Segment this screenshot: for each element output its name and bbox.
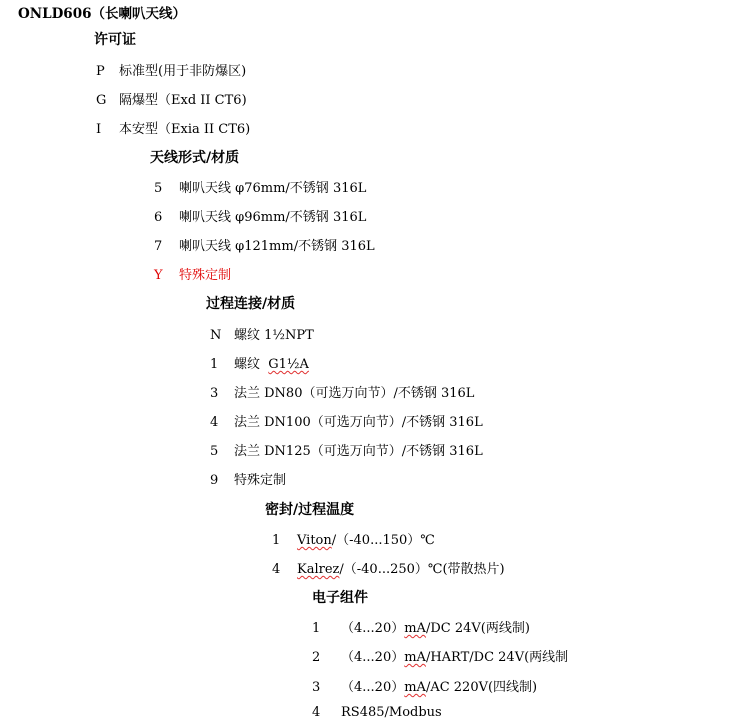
section-heading-seal-temperature: 密封/过程温度 (265, 502, 355, 518)
option-desc: RS485/Modbus (341, 705, 442, 720)
list-item (210, 382, 474, 401)
option-code: 5 (210, 444, 219, 459)
option-desc-marked: G1½A (268, 357, 309, 372)
option-desc-marked: Kalrez (297, 562, 340, 577)
option-code: 6 (154, 210, 163, 225)
option-code: 5 (154, 181, 163, 196)
option-desc-prefix: 螺纹 (234, 357, 269, 372)
option-desc-marked: mA (404, 680, 426, 695)
option-desc-prefix: （4...20） (341, 621, 405, 636)
option-desc (341, 617, 530, 636)
option-desc (234, 353, 309, 372)
list-item (210, 411, 483, 430)
section-heading-antenna: 天线形式/材质 (150, 150, 240, 166)
option-code: P (96, 64, 105, 79)
section-heading-electronics: 电子组件 (312, 590, 368, 606)
option-code: Y (154, 268, 163, 283)
list-item-special (154, 264, 231, 283)
option-code: G (96, 93, 107, 108)
option-code: 2 (312, 650, 321, 665)
list-item (272, 558, 505, 577)
option-desc: 本安型（Exia II CT6) (119, 122, 251, 137)
option-code: I (96, 122, 102, 137)
option-desc (341, 676, 537, 695)
list-item (154, 206, 366, 225)
option-desc (341, 646, 568, 665)
list-item (312, 646, 568, 665)
option-code: 4 (312, 705, 321, 720)
option-desc-marked: Viton (297, 533, 332, 548)
option-desc: 喇叭天线 φ96mm/不锈钢 316L (179, 210, 367, 225)
option-desc (297, 529, 435, 548)
option-code: 1 (312, 621, 321, 636)
option-desc: 特殊定制 (234, 473, 287, 488)
option-desc: 标准型(用于非防爆区) (119, 64, 247, 79)
option-desc: 喇叭天线 φ76mm/不锈钢 316L (179, 181, 367, 196)
option-desc-suffix: /AC 220V(四线制) (425, 680, 538, 695)
option-desc-marked: mA (404, 621, 426, 636)
option-desc: 法兰 DN125（可选万向节）/不锈钢 316L (234, 444, 483, 459)
list-item (210, 469, 286, 488)
list-item (312, 676, 537, 695)
option-desc: 隔爆型（Exd II CT6) (119, 93, 247, 108)
list-item (96, 60, 246, 79)
option-code: 3 (312, 680, 321, 695)
option-desc: 特殊定制 (179, 268, 232, 283)
list-item (272, 529, 435, 548)
section-heading-license: 许可证 (94, 32, 136, 48)
list-item (96, 118, 250, 137)
option-desc-marked: mA (404, 650, 426, 665)
option-code: 1 (210, 357, 219, 372)
option-desc: 螺纹 1½NPT (234, 328, 314, 343)
list-item (96, 89, 247, 108)
option-desc-suffix: /（-40...150）℃ (331, 533, 435, 548)
option-code: 1 (272, 533, 281, 548)
list-item (154, 235, 375, 254)
section-heading-process-connection: 过程连接/材质 (206, 296, 296, 312)
list-item (210, 353, 309, 372)
option-code: 7 (154, 239, 163, 254)
option-desc-suffix: /（-40...250）℃(带散热片) (339, 562, 505, 577)
option-code: 4 (210, 415, 219, 430)
list-item (210, 440, 483, 459)
list-item (312, 617, 530, 636)
document-title: ONLD606（长喇叭天线） (18, 6, 186, 22)
list-item (210, 324, 314, 343)
option-code: 9 (210, 473, 219, 488)
option-desc (297, 558, 505, 577)
option-code: N (210, 328, 222, 343)
option-desc-suffix: /DC 24V(两线制) (425, 621, 530, 636)
option-desc-prefix: （4...20） (341, 650, 405, 665)
option-desc: 喇叭天线 φ121mm/不锈钢 316L (179, 239, 375, 254)
option-desc: 法兰 DN100（可选万向节）/不锈钢 316L (234, 415, 483, 430)
list-item (154, 177, 366, 196)
list-item (312, 705, 442, 720)
option-desc-prefix: （4...20） (341, 680, 405, 695)
option-desc-suffix: /HART/DC 24V(两线制 (425, 650, 569, 665)
option-code: 4 (272, 562, 281, 577)
option-code: 3 (210, 386, 219, 401)
option-desc: 法兰 DN80（可选万向节）/不锈钢 316L (234, 386, 475, 401)
